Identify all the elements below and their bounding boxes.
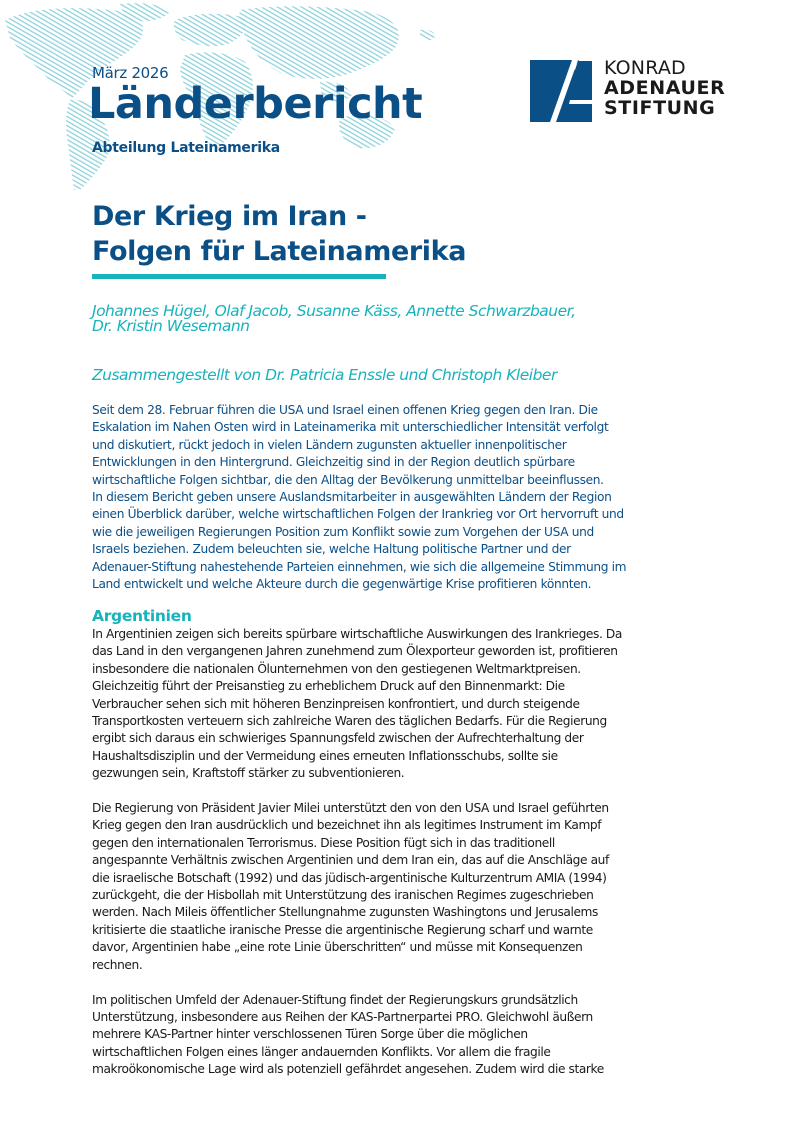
intro-paragraph (92, 402, 627, 593)
body-paragraph-1-line: das Land in den vergangenen Jahren zunehmend zum Ölexporteur geworden ist, profitieren (92, 644, 618, 659)
body-paragraph-1-line: Transportkosten verteuern sich zahlreiche Waren des täglichen Bedarfs. Für die Regierung (92, 714, 607, 729)
body-paragraph-3 (92, 992, 617, 1079)
body-paragraph-2-line: angespannte Verhältnis zwischen Argentinien und dem Iran ein, das auf die Anschläge auf (92, 853, 609, 868)
section-body (92, 626, 622, 1096)
body-paragraph-2-line: kritisierte die staatliche iranische Presse die argentinische Regierung scharf und warnte (92, 922, 593, 937)
intro-line: Land entwickelt und welche Akteure durch die gegenwärtige Krise profitieren könnten. (92, 577, 592, 592)
document-title (92, 199, 466, 269)
intro-text (92, 402, 627, 593)
intro-line: wirtschaftliche Folgen sichtbar, die den Alltag der Bevölkerung unmittelbar beeinflussen. (92, 472, 604, 487)
title-underline-divider (92, 274, 386, 279)
intro-line: Israels beziehen. Zudem beleuchten sie, welche Haltung politische Partner und der (92, 542, 571, 557)
intro-line: Seit dem 28. Februar führen die USA und Israel einen offenen Krieg gegen den Iran. Die (92, 403, 598, 417)
kas-logo (530, 58, 740, 124)
title-line-2: Folgen für Lateinamerika (92, 236, 467, 267)
kas-logo-mark-icon (530, 60, 592, 122)
body-paragraph-2-line: werden. Nach Mileis öffentlicher Stellungnahme zugunsten Washingtons und Jerusalems (92, 905, 598, 920)
body-paragraph-1-line: gezwungen sein, Kraftstoff stärker zu subventionieren. (92, 766, 405, 781)
logo-line-adenauer: ADENAUER (604, 77, 726, 99)
body-paragraph-1-line: Verbraucher sehen sich mit höheren Benzinpreisen konfrontiert, und durch steigende (92, 696, 580, 711)
body-paragraph-2-line: gegen den internationalen Terrorismus. Diese Position fügt sich in das traditionell (92, 835, 555, 850)
body-paragraph-2-line: zurückgeht, die der Hisbollah mit Unterstützung des iranischen Regimes zugeschrieben (92, 888, 594, 903)
body-paragraph-2-line: die israelische Botschaft (1992) und das jüdisch-argentinische Kulturzentrum AMIA (1994) (92, 870, 607, 885)
intro-line: Entwicklungen in den Hintergrund. Gleichzeitig sind in der Region deutlich spürbare (92, 455, 575, 470)
compiled-by: Zusammengestellt von Dr. Patricia Enssle und Christoph Kleiber (92, 366, 557, 384)
intro-line: wie die jeweiligen Regierungen Position zum Konflikt sowie zum Vorgehen der USA und (92, 524, 594, 539)
authors (92, 304, 612, 334)
authors-line-1: Johannes Hügel, Olaf Jacob, Susanne Käss, Annette Schwarzbauer, (92, 302, 576, 320)
body-paragraph-3-line: makroökonomische Lage wird als potenziell gefährdet angesehen. Zudem wird die starke (92, 1062, 604, 1077)
body-paragraph-1-line: insbesondere die nationalen Ölunternehmen von den gestiegenen Weltmarktpreisen. (92, 661, 581, 676)
body-paragraph-2-line: Die Regierung von Präsident Javier Milei unterstützt den von den USA und Israel geführten (92, 801, 609, 816)
body-paragraph-3-line: mehrere KAS-Partner hinter verschlossenen Türen Sorge über die möglichen (92, 1027, 528, 1042)
intro-line: einen Überblick darüber, welche wirtschaftlichen Folgen der Irankrieg vor Ort hervorruft und (92, 507, 624, 522)
section-heading-argentinien: Argentinien (92, 607, 192, 625)
body-paragraph-2-line: Krieg gegen den Iran ausdrücklich und bezeichnet ihn als legitimes Instrument im Kampf (92, 818, 602, 833)
body-paragraph-1 (92, 626, 622, 783)
logo-line-konrad: KONRAD (604, 57, 686, 79)
intro-line: In diesem Bericht geben unsere Auslandsmitarbeiter in ausgewählten Ländern der Region (92, 490, 612, 505)
body-paragraph-1-line: ergibt sich daraus ein schwieriges Spannungsfeld zwischen der Aufrechterhaltung der (92, 731, 584, 746)
body-paragraph-2 (92, 800, 617, 974)
report-type-title: Länderbericht (88, 79, 423, 129)
body-paragraph-3-line: wirtschaftlichen Folgen eines länger andauernden Konflikts. Vor allem die fragile (92, 1044, 551, 1059)
body-paragraph-1-line: Haushaltsdisziplin und der Vermeidung eines erneuten Inflationsschubs, sollte sie (92, 748, 558, 763)
report-date: März 2026 (92, 64, 169, 82)
body-paragraph-2-line: davor, Argentinien habe „eine rote Linie überschritten“ und müsse mit Konsequenzen (92, 940, 583, 955)
authors-line-2: Dr. Kristin Wesemann (92, 317, 250, 335)
body-paragraph-1-line: Gleichzeitig führt der Preisanstieg zu erheblichem Druck auf den Binnenmarkt: Die (92, 679, 565, 694)
intro-line: Adenauer-Stiftung nahestehende Parteien einnehmen, wie sich die allgemeine Stimmung im (92, 559, 627, 574)
logo-line-stiftung: STIFTUNG (604, 97, 716, 119)
body-paragraph-3-line: Unterstützung, insbesondere aus Reihen der KAS-Partnerpartei PRO. Gleichwohl äußern (92, 1009, 593, 1024)
body-paragraph-1-line: In Argentinien zeigen sich bereits spürbare wirtschaftliche Auswirkungen des Irankrieges. Da (92, 627, 622, 641)
intro-line: Eskalation im Nahen Osten wird in Lateinamerika mit unterschiedlicher Intensität verfolgt (92, 420, 609, 435)
title-line-1: Der Krieg im Iran - (92, 201, 367, 232)
intro-line: und diskutiert, rückt jedoch in vielen Ländern zugunsten aktueller innenpolitischer (92, 437, 567, 452)
kas-logo-wordmark (604, 58, 725, 118)
body-paragraph-2-line: rechnen. (92, 957, 143, 972)
body-paragraph-3-line: Im politischen Umfeld der Adenauer-Stiftung findet der Regierungskurs grundsätzlich (92, 992, 578, 1007)
department-label: Abteilung Lateinamerika (92, 140, 280, 156)
